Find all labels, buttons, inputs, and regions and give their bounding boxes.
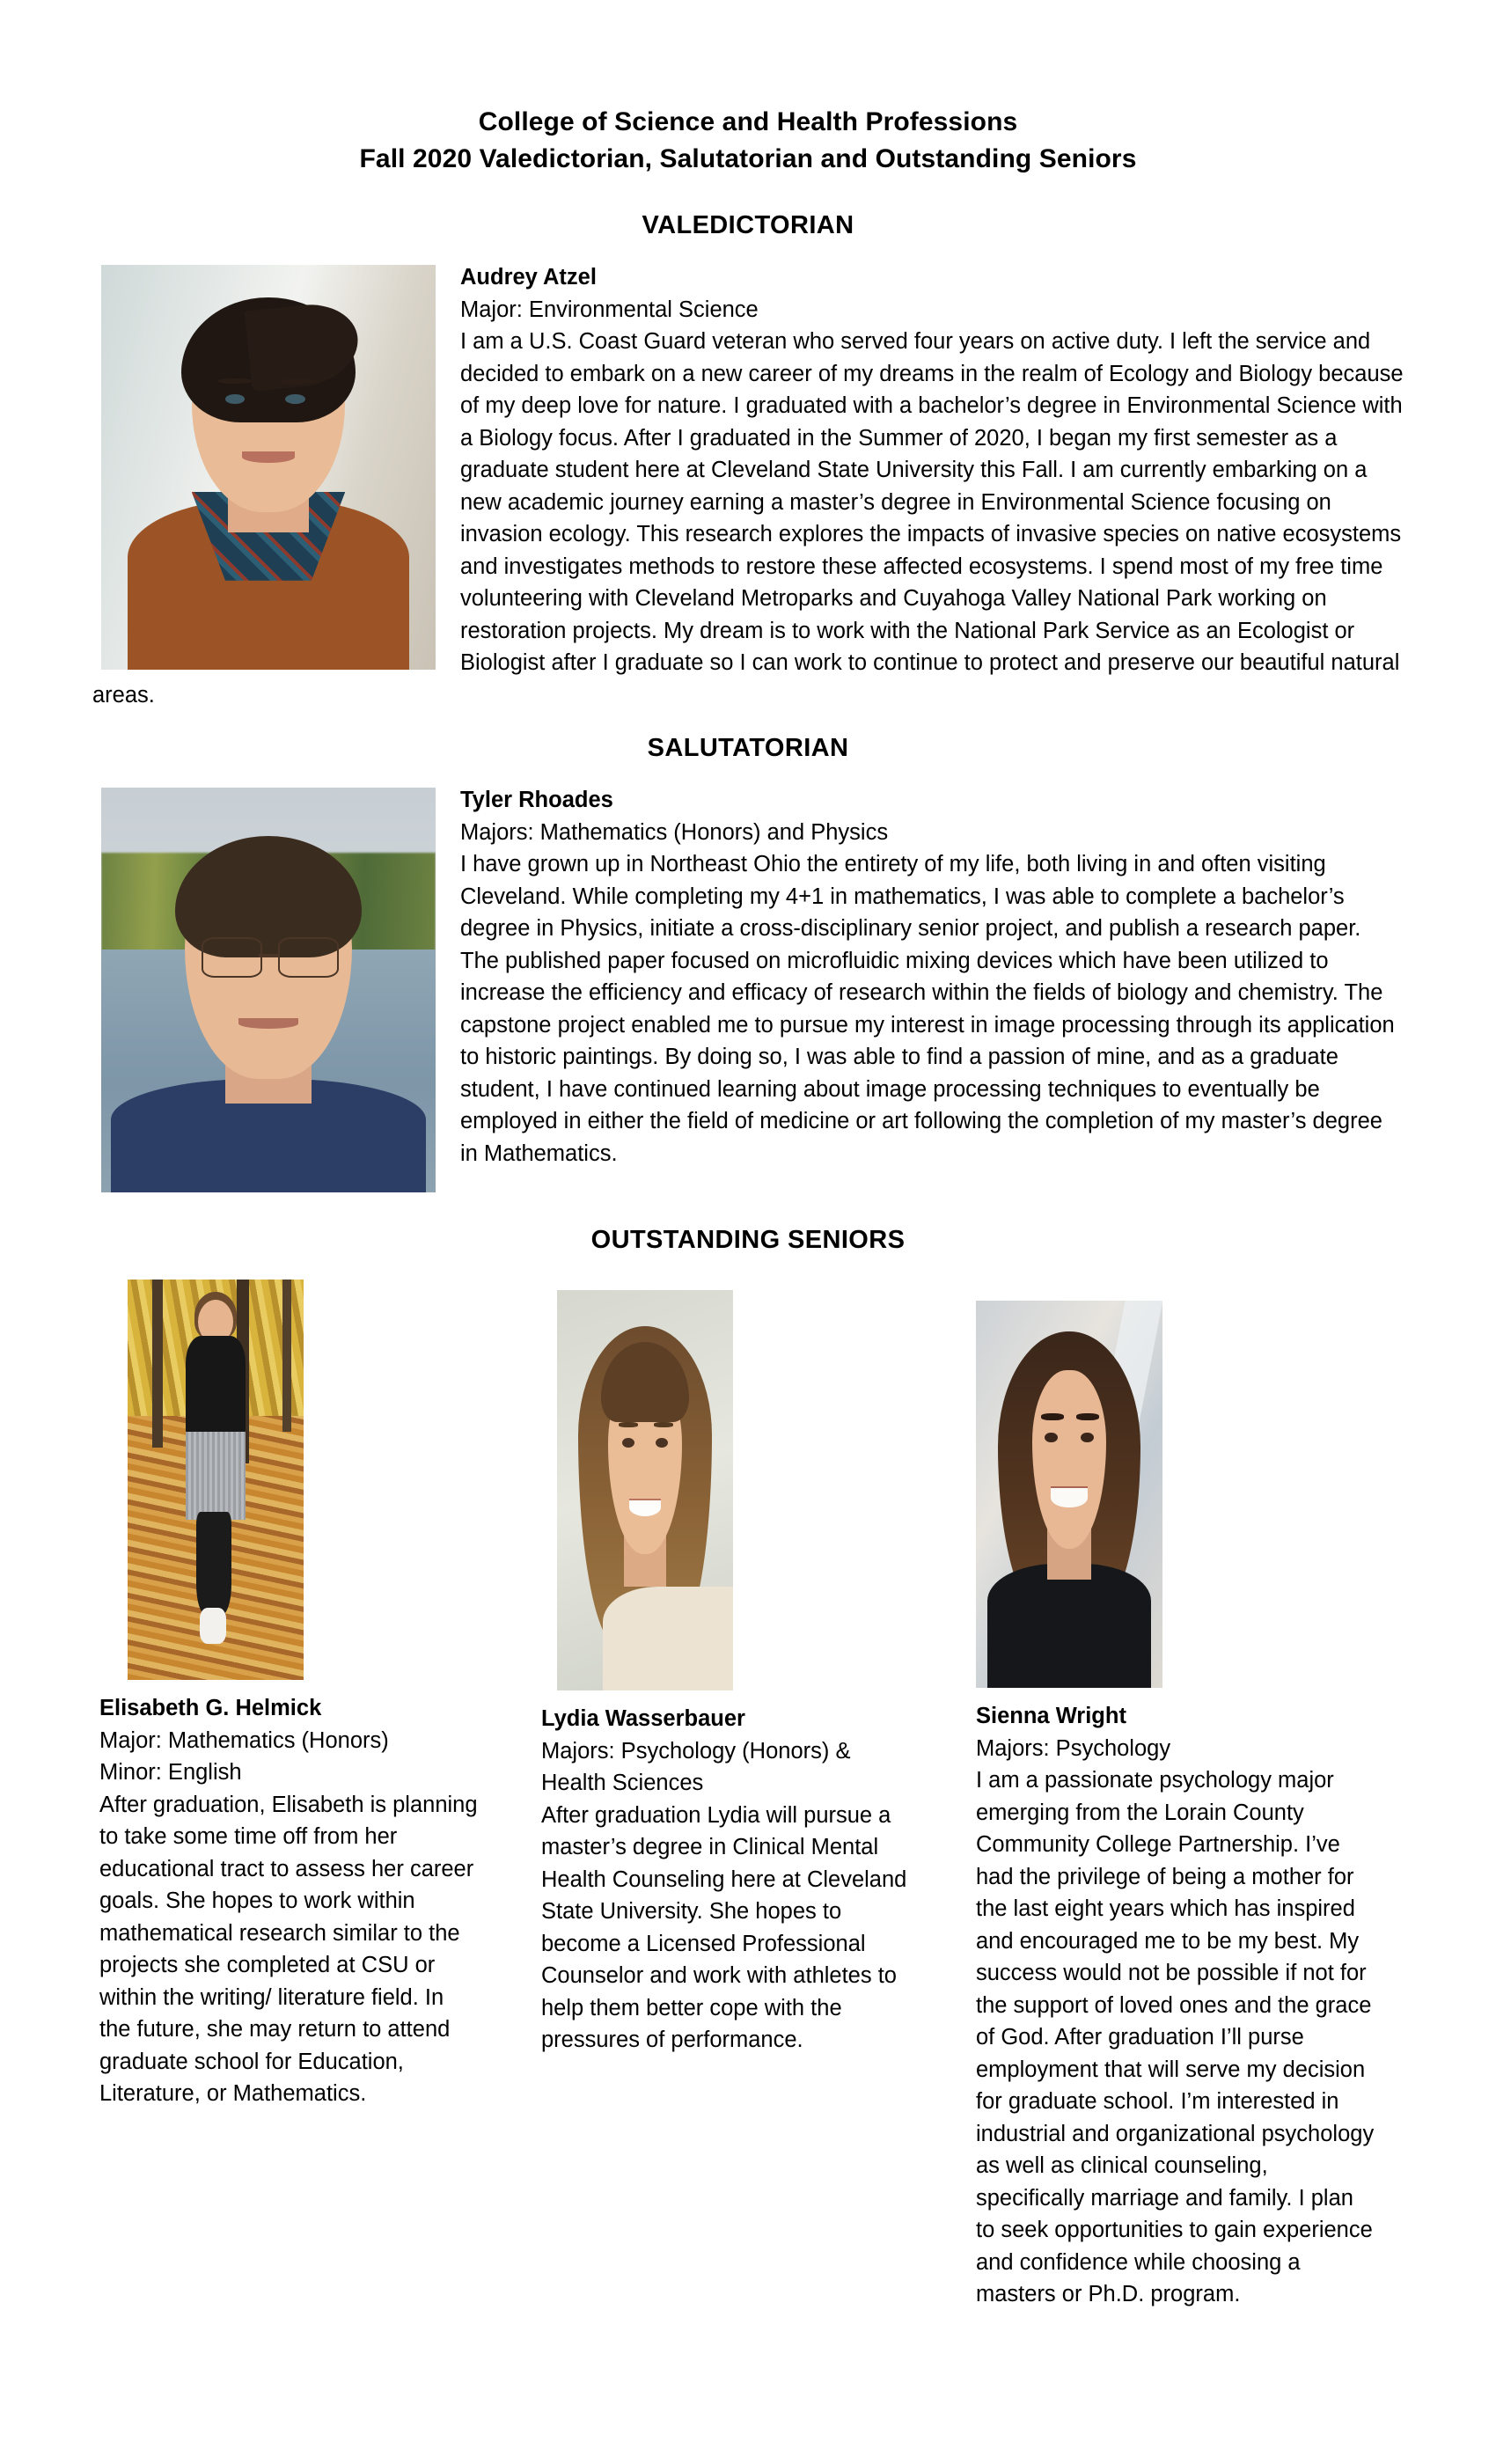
senior-major: Major: Mathematics (Honors) <box>99 1727 389 1753</box>
senior-bio: After graduation, Elisabeth is planning to take some time off from her educational tract to assess her career goals. She hopes to work within mathematical research similar to the projects she completed at CSU or within the writing/ literature field. In the future, she may return to attend graduate school for Education, Literature, or Mathematics. <box>99 1792 478 2106</box>
senior-bio: I am a passionate psychology major emerging from the Lorain County Community College Partnership. I’ve had the privilege of being a mother for the last eight years which has inspired and encouraged me to be my best. My success would not be possible if not for the support of loved ones and the grace of God. After graduation I’ll purse employment that will serve my decision for graduate school. I’m interested in industrial and organizational psychology as well as clinical counseling, specifically marriage and family. I plan to seek opportunities to gain experience and confidence while choosing a masters or Ph.D. program. <box>976 1768 1375 2306</box>
salutatorian-bio: I have grown up in Northeast Ohio the entirety of my life, both living in and often visiting Cleveland. While completing my 4+1 in mathematics, I was able to complete a bachelor’s degree in Physics, initiate a cross-disciplinary senior project, and publish a research paper. The published paper focused on microfluidic mixing devices which have been utilized to increase the efficiency and efficacy of research within the fields of biology and chemistry. The capstone project enabled me to pursue my interest in image processing through its application to historic paintings. By doing so, I was able to find a passion of mine, and as a graduate student, I have continued learning about image processing techniques to eventually be employed in either the field of medicine or art following the completion of my master’s degree in Mathematics. <box>460 852 1395 1166</box>
salutatorian-block <box>92 784 1404 1196</box>
senior-name: Lydia Wasserbauer <box>541 1706 745 1731</box>
salutatorian-photo <box>101 788 436 1192</box>
senior-major: Majors: Psychology (Honors) & Health Sciences <box>541 1738 851 1795</box>
section-heading-outstanding-seniors: OUTSTANDING SENIORS <box>590 1226 906 1254</box>
salutatorian-major: Majors: Mathematics (Honors) and Physics <box>460 819 889 845</box>
senior-card <box>976 1280 1376 2311</box>
outstanding-seniors-list <box>92 1280 1404 2311</box>
salutatorian-name: Tyler Rhoades <box>460 788 613 812</box>
senior-name: Sienna Wright <box>976 1704 1126 1728</box>
section-heading-salutatorian: SALUTATORIAN <box>647 734 849 762</box>
senior-card <box>541 1280 920 2057</box>
senior-photo-elisabeth <box>128 1280 304 1680</box>
valedictorian-block <box>92 261 1404 711</box>
senior-photo-lydia <box>557 1290 733 1690</box>
senior-major: Majors: Psychology <box>976 1735 1171 1761</box>
senior-bio: After graduation Lydia will pursue a master’s degree in Clinical Mental Health Counseling here at Cleveland State University. She hopes to become a Licensed Professional Counselor and work with athletes to help them better cope with the pressures of performance. <box>541 1802 907 2052</box>
senior-photo-sienna <box>976 1301 1162 1688</box>
senior-card <box>99 1280 478 2110</box>
valedictorian-name: Audrey Atzel <box>460 265 597 290</box>
valedictorian-bio: I am a U.S. Coast Guard veteran who served four years on active duty. I left the service and decided to embark on a new career of my dreams in the realm of Ecology and Biology because of my deep love for nature. I graduated with a bachelor’s degree in Environmental Science with a Biology focus. After I graduated in the Summer of 2020, I began my first semester as a graduate student here at Cleveland State University this Fall. I am currently embarking on a new academic journey earning a master’s degree in Environmental Science focusing on invasion ecology. This research explores the impacts of invasive species on native ecosystems and investigates methods to restore these affected ecosystems. I spend most of my free time volunteering with Cleveland Metroparks and Cuyahoga Valley National Park working on restoration projects. My dream is to work with the National Park Service as an Ecologist or Biologist after I graduate so I can work to continue to protect and preserve our beautiful natural areas. <box>92 329 1404 708</box>
page-title <box>92 0 1404 178</box>
title-line-2: Fall 2020 Valedictorian, Salutatorian and Outstanding Seniors <box>359 144 1137 173</box>
senior-name: Elisabeth G. Helmick <box>99 1696 322 1720</box>
senior-minor: Minor: English <box>99 1760 242 1785</box>
valedictorian-photo <box>101 265 436 670</box>
section-heading-valedictorian: VALEDICTORIAN <box>642 211 854 239</box>
title-line-1: College of Science and Health Professions <box>478 107 1018 136</box>
valedictorian-major: Major: Environmental Science <box>460 297 759 322</box>
